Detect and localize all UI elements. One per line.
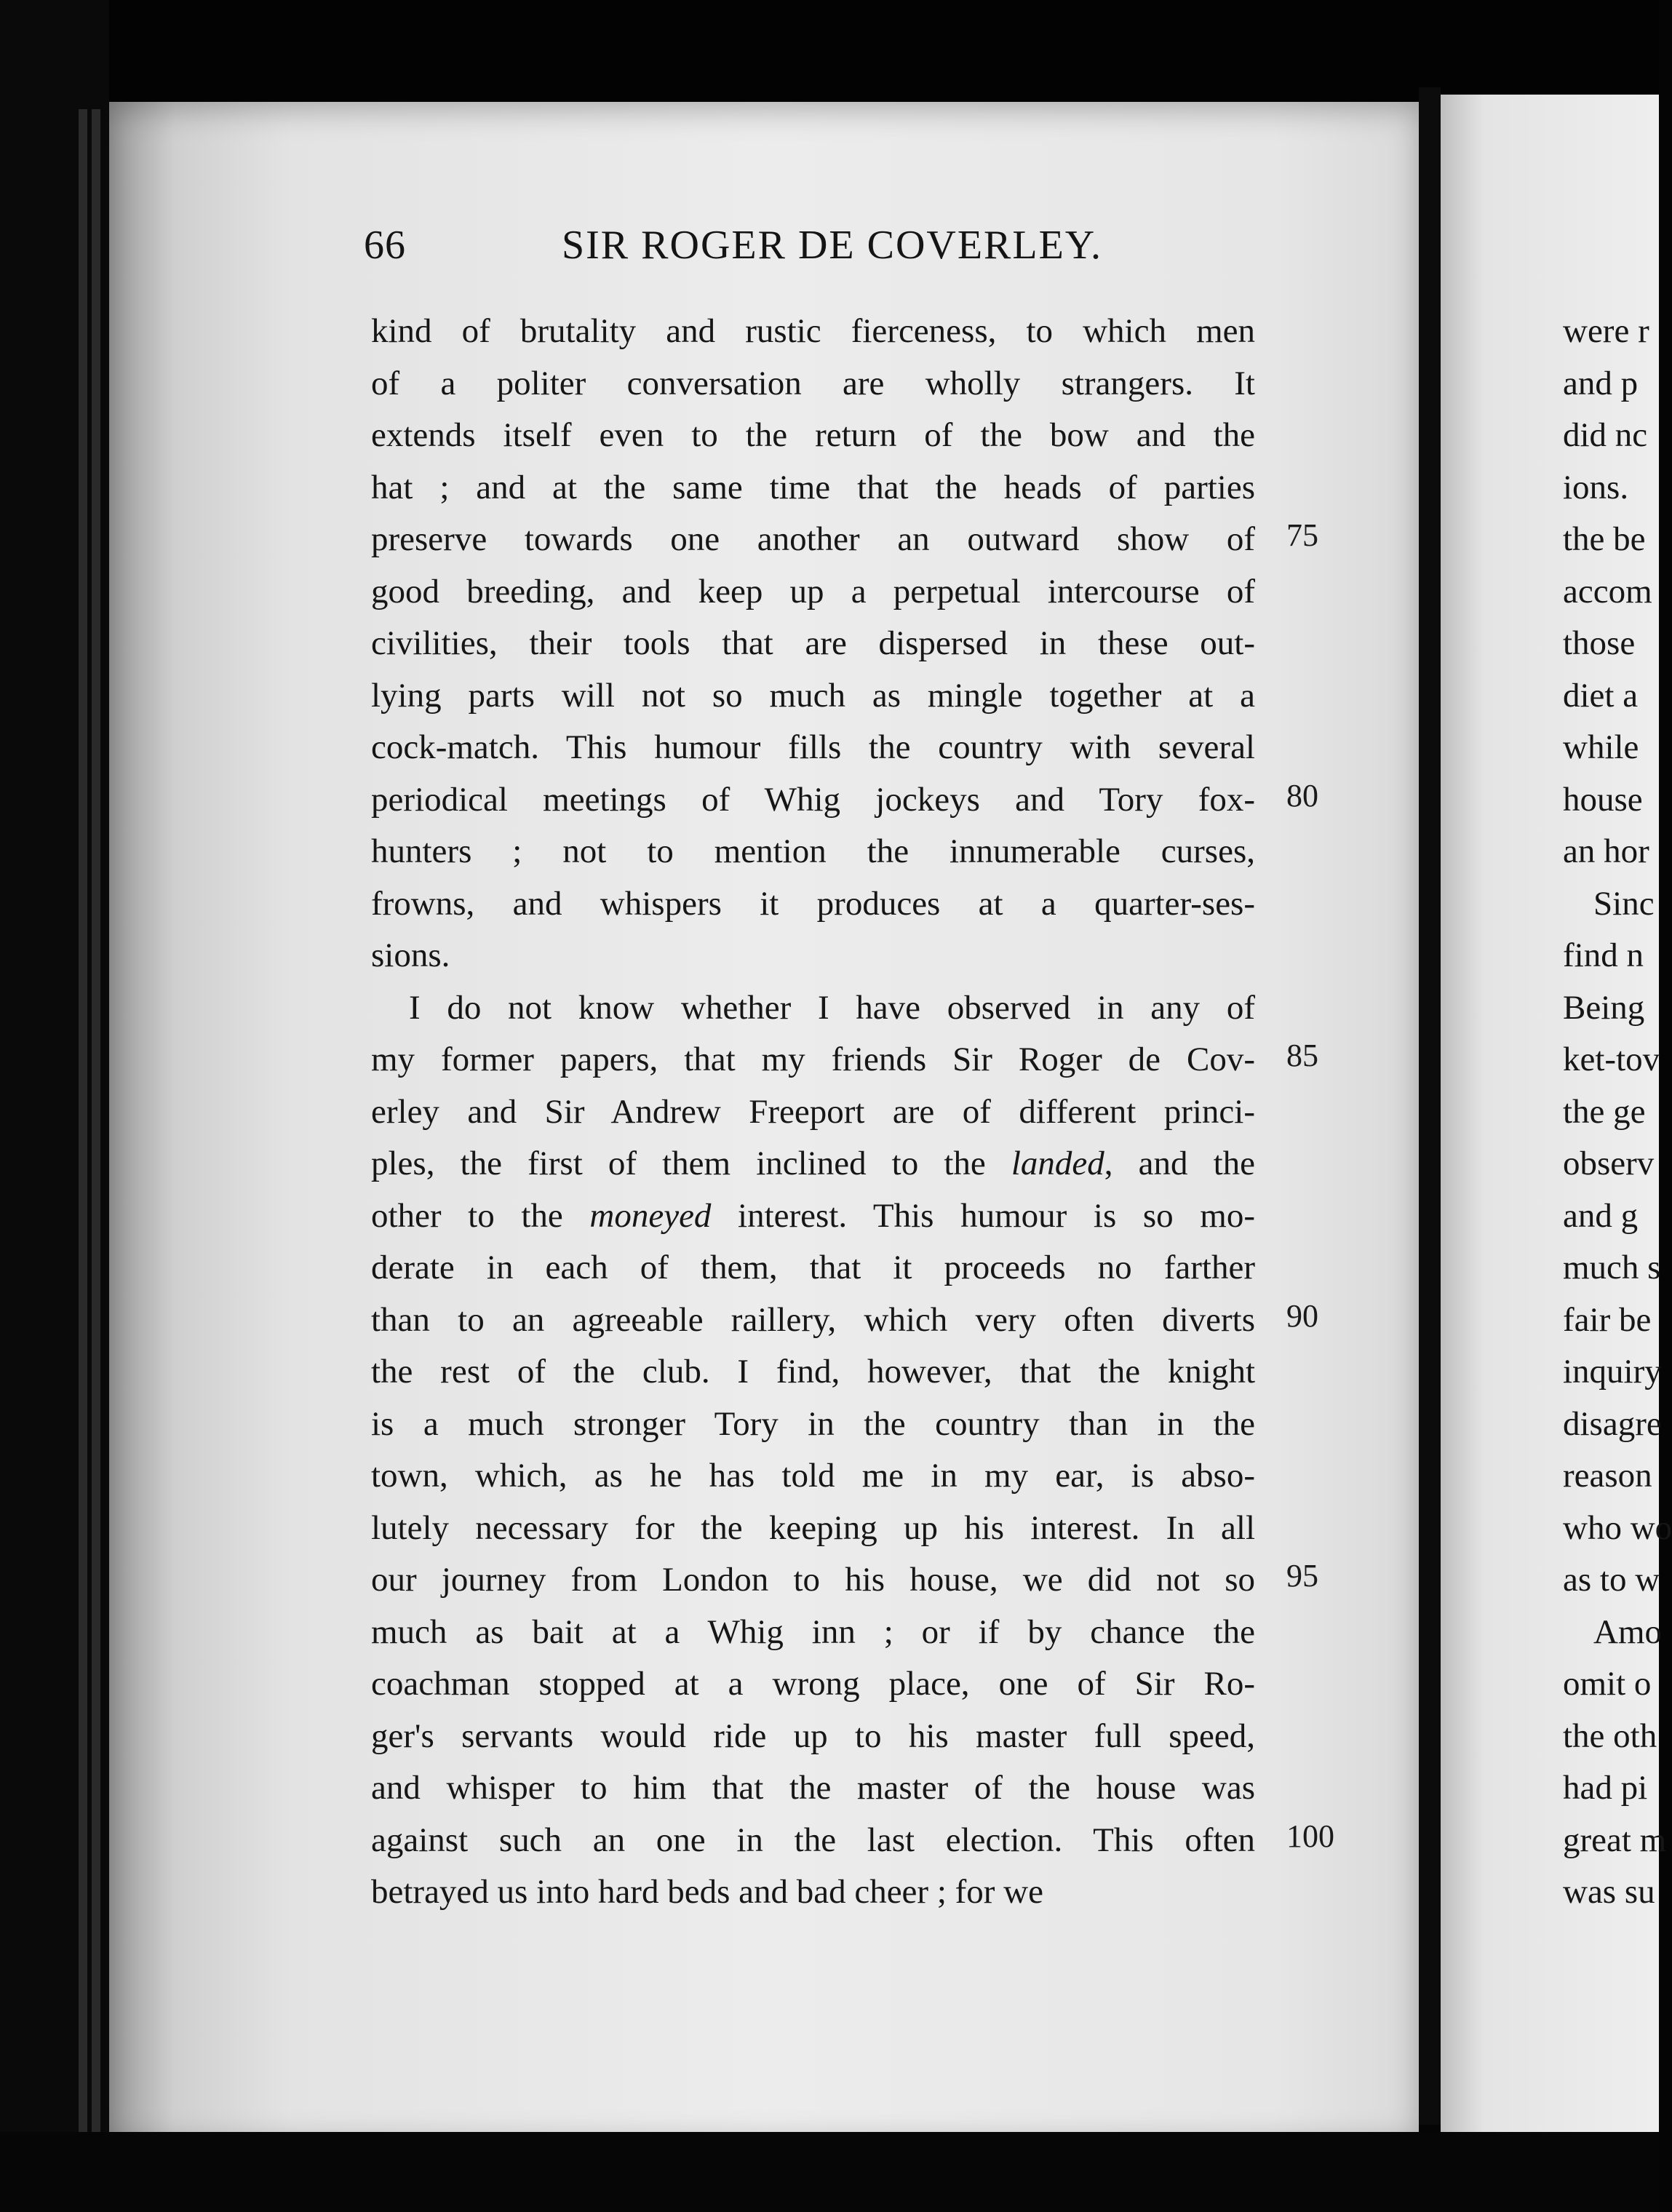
text-line: and whisper to him that the master of the house was (371, 1769, 1255, 1807)
text-fragment: reason (1563, 1457, 1652, 1495)
text-line (371, 1190, 1255, 1243)
text-fragment: who wo (1563, 1508, 1672, 1547)
book-edge (0, 0, 109, 2212)
text-line: is a much stronger Tory in the country than in the (371, 1404, 1255, 1443)
text-fragment: had pi (1563, 1769, 1648, 1807)
text-line: our journey from London to his house, we did not so (371, 1561, 1255, 1599)
text-line: kind of brutality and rustic fierceness, to which men (371, 312, 1255, 350)
line-number: 85 (1286, 1038, 1318, 1073)
text-fragment: house (1563, 780, 1643, 819)
text-line: much as bait at a Whig inn ; or if by chance the (371, 1612, 1255, 1651)
text-fragment: as to w (1563, 1561, 1660, 1599)
text-fragment: were r (1563, 312, 1649, 350)
text-fragment: diet a (1563, 676, 1639, 715)
text-fragment: the ge (1563, 1092, 1646, 1131)
text-fragment: ions. (1563, 468, 1629, 506)
scan-top-border (0, 0, 1659, 109)
text-line: frowns, and whispers it produces at a quarter-ses- (371, 884, 1255, 923)
text-fragment: disagre (1563, 1404, 1662, 1443)
text-line: ger's servants would ride up to his master full speed, (371, 1716, 1255, 1755)
text-run: other to the (371, 1196, 590, 1235)
text-fragment: while (1563, 728, 1639, 766)
text-line: betrayed us into hard beds and bad cheer ; for we (371, 1873, 1043, 1911)
text-fragment: the oth (1563, 1716, 1657, 1755)
text-fragment: observ (1563, 1145, 1655, 1182)
text-line: of a politer conversation are wholly strangers. It (371, 364, 1255, 402)
italic-word: landed (1011, 1145, 1104, 1182)
text-fragment: the be (1563, 520, 1646, 558)
text-fragment: was su (1563, 1873, 1655, 1911)
line-number: 75 (1286, 517, 1318, 553)
text-fragment: an hor (1563, 832, 1649, 870)
page-edge-layer (79, 109, 87, 2147)
text-line: cock-match. This humour fills the country with several (371, 728, 1255, 766)
text-fragment: those (1563, 624, 1636, 662)
running-title: SIR ROGER DE COVERLEY. (562, 223, 1103, 268)
text-line: preserve towards one another an outward show of (371, 520, 1255, 558)
text-fragment: omit o (1563, 1665, 1652, 1703)
text-line: town, which, as he has told me in my ear, is abso- (371, 1457, 1255, 1495)
text-fragment: inquiry (1563, 1353, 1662, 1391)
text-fragment: Being (1563, 988, 1645, 1027)
text-line: my former papers, that my friends Sir Roger de Cov- (371, 1041, 1255, 1078)
text-line: lutely necessary for the keeping up his interest. In all (371, 1508, 1255, 1547)
text-line: civilities, their tools that are dispersed in these out- (371, 624, 1255, 662)
text-line: extends itself even to the return of the bow and the (371, 416, 1255, 454)
text-fragment: and p (1563, 364, 1639, 402)
text-fragment: and g (1563, 1196, 1639, 1235)
line-number: 100 (1286, 1818, 1334, 1854)
text-line: sions. (371, 936, 450, 974)
text-fragment: find n (1563, 936, 1644, 974)
text-run: ples, the first of them inclined to the (371, 1145, 1011, 1182)
text-run: interest. This humour is so mo- (711, 1196, 1255, 1235)
text-fragment: fair be (1563, 1300, 1652, 1339)
line-number: 80 (1286, 777, 1318, 813)
book-gutter (1419, 87, 1441, 2125)
page-number: 66 (364, 223, 406, 268)
text-fragment: ket-tov (1563, 1041, 1660, 1078)
text-fragment: Sinc (1593, 884, 1655, 923)
text-line: against such an one in the last election. This often (371, 1821, 1255, 1859)
text-line: I do not know whether I have observed in any of (409, 988, 1255, 1027)
scan-bottom-border (0, 2132, 1659, 2212)
text-line: the rest of the club. I find, however, that the knight (371, 1353, 1255, 1391)
text-fragment: did nc (1563, 416, 1648, 454)
italic-word: moneyed (589, 1196, 712, 1235)
text-line (371, 1138, 1255, 1190)
right-page-text (1563, 306, 1672, 1919)
text-line: than to an agreeable raillery, which very often diverts (371, 1300, 1255, 1339)
text-line: derate in each of them, that it proceeds no farther (371, 1249, 1255, 1286)
text-line: hunters ; not to mention the innumerable curses, (371, 832, 1255, 870)
text-line: erley and Sir Andrew Freeport are of different princi- (371, 1092, 1255, 1131)
text-fragment: great m (1563, 1821, 1667, 1859)
text-line: good breeding, and keep up a perpetual intercourse of (371, 572, 1255, 610)
text-fragment: much s (1563, 1249, 1661, 1286)
text-fragment: Amo (1593, 1612, 1662, 1651)
text-line: coachman stopped at a wrong place, one of Sir Ro- (371, 1665, 1255, 1703)
text-line: periodical meetings of Whig jockeys and Tory fox- (371, 780, 1255, 819)
page-header (364, 222, 1164, 280)
text-fragment: accom (1563, 572, 1652, 610)
text-line: lying parts will not so much as mingle together at a (371, 676, 1255, 715)
page-edge-layer (92, 109, 100, 2147)
body-text (371, 306, 1255, 1919)
line-number: 90 (1286, 1297, 1318, 1334)
line-number: 95 (1286, 1558, 1318, 1594)
text-run: , and the (1104, 1145, 1256, 1182)
text-line: hat ; and at the same time that the heads of parties (371, 468, 1255, 506)
